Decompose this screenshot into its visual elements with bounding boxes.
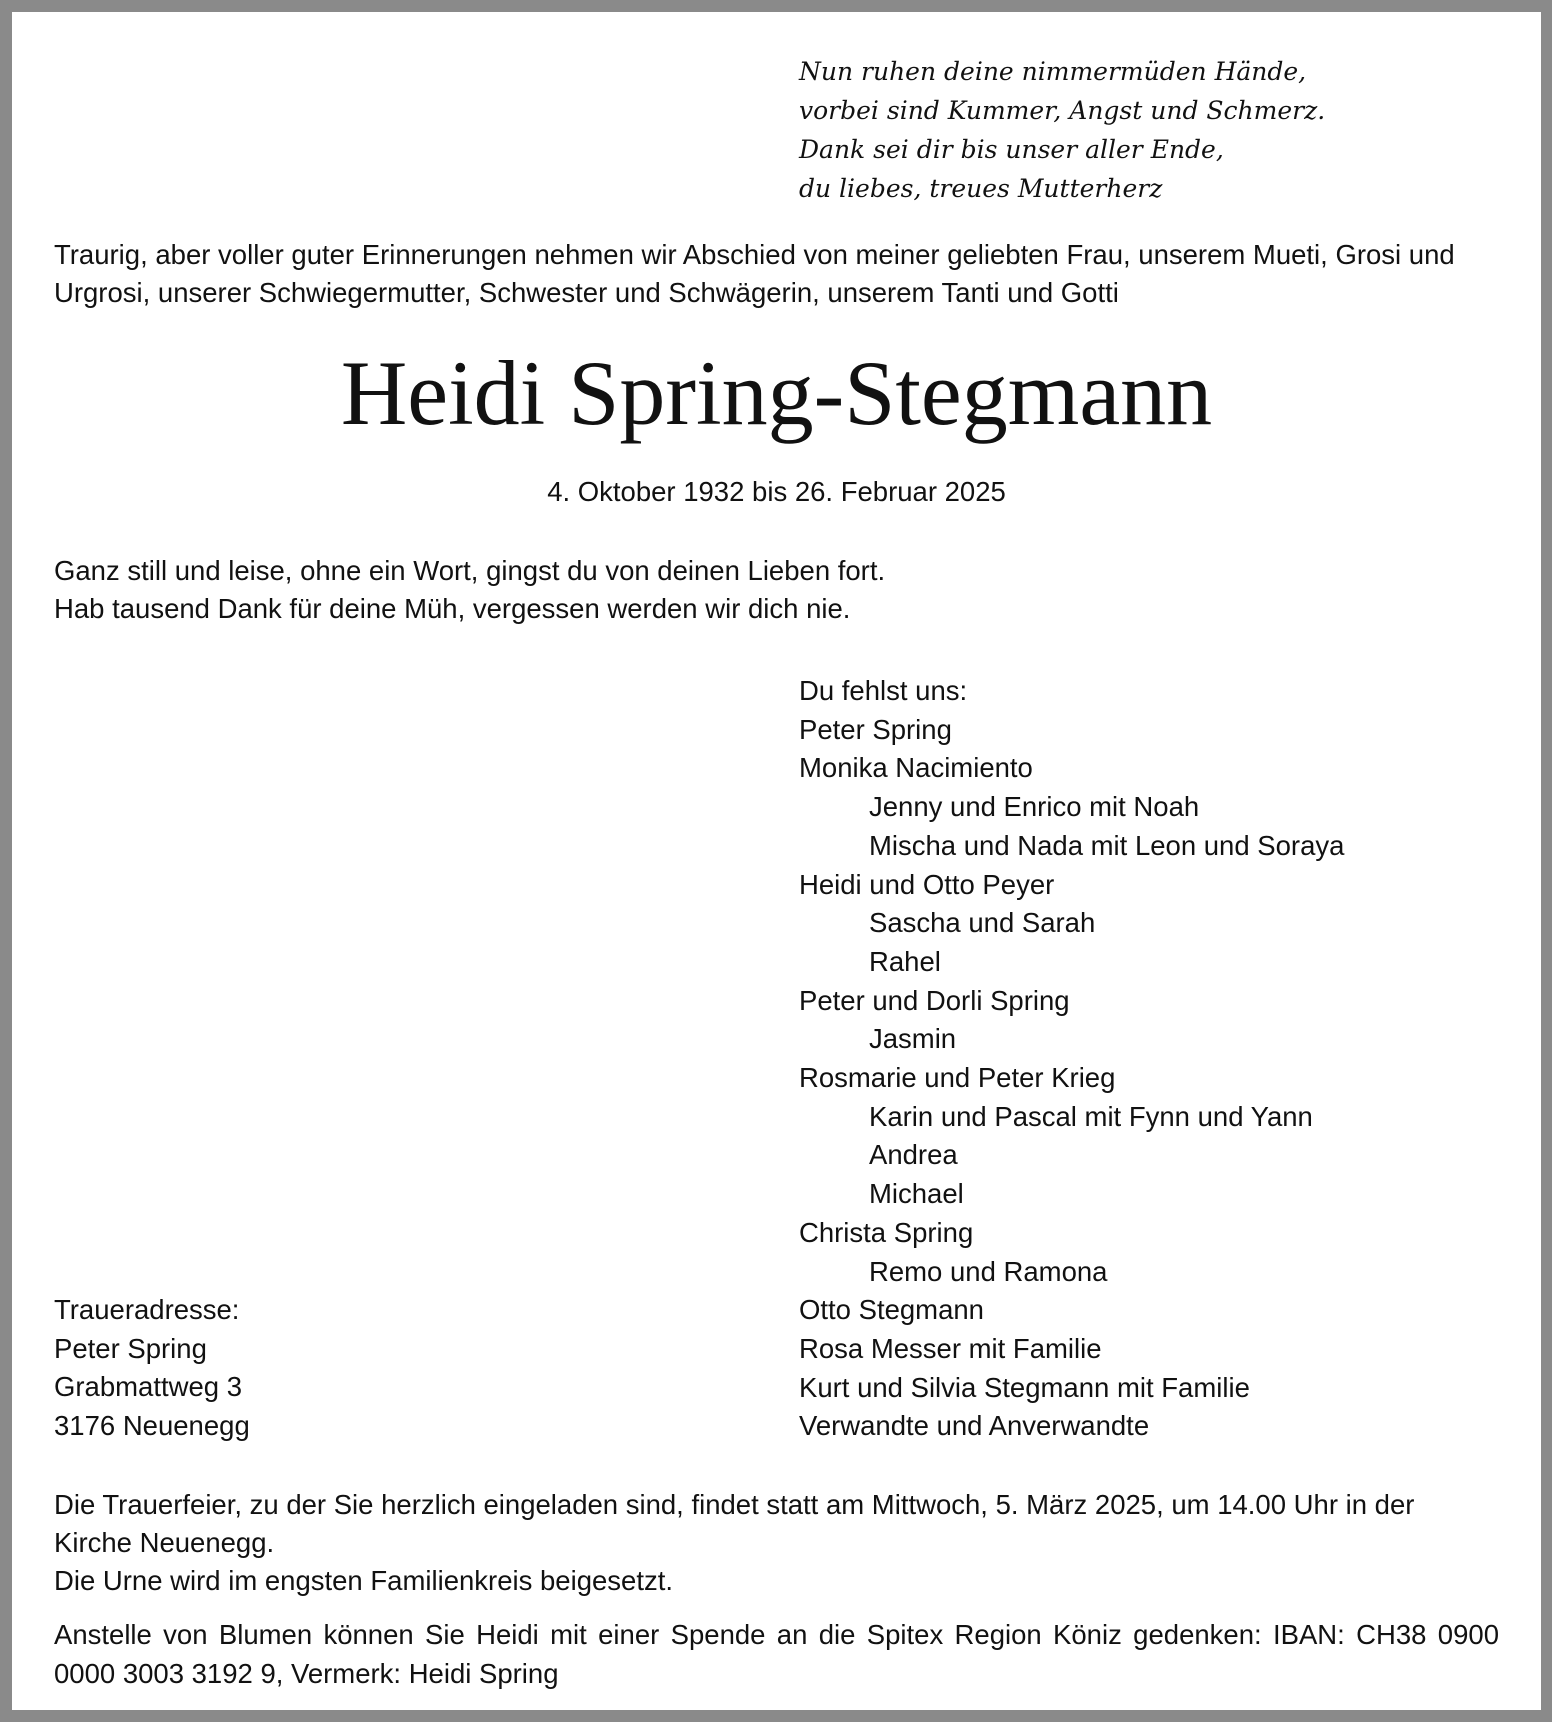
mourner-sub: Mischa und Nada mit Leon und Soraya [869,829,1345,861]
mourner: Peter Spring [799,713,952,745]
poem-line: du liebes, treues Mutterherz [799,174,1163,203]
mourner-sub: Sascha und Sarah [869,907,1096,939]
poem [799,52,1325,208]
urn-notice: Die Urne wird im engsten Familienkreis beigesetzt. [54,1565,673,1597]
mourner: Monika Nacimiento [799,752,1033,784]
poem-line: Dank sei dir bis unser aller Ende, [799,135,1224,164]
mourner-sub: Remo und Ramona [869,1255,1108,1287]
mourner: Kurt und Silvia Stegmann mit Familie [799,1371,1250,1403]
mourner: Christa Spring [799,1216,974,1248]
mourners-list [799,672,1344,1446]
intro-text: Traurig, aber voller guter Erinnerungen nehmen wir Abschied von meiner geliebten Frau, unserem Mueti, Grosi und Urgrosi, unserer Schwiegermutter, Schwester und Schwägerin, unserem Tanti und Gotti [54,239,1455,308]
mourner: Rosa Messer mit Familie [799,1332,1102,1364]
poem-line: vorbei sind Kummer, Angst und Schmerz. [799,96,1326,125]
address-label: Traueradresse: [54,1294,240,1325]
address-city: 3176 Neuenegg [54,1410,250,1442]
verse-line: Hab tausend Dank für deine Müh, vergessen werden wir dich nie. [54,593,851,624]
mourner-sub: Jasmin [869,1023,957,1055]
obituary-page [12,12,1541,1710]
ceremony-info [54,1486,1499,1601]
mourner: Rosmarie und Peter Krieg [799,1062,1116,1094]
mourner-sub: Karin und Pascal mit Fynn und Yann [869,1100,1313,1132]
address-name: Peter Spring [54,1332,207,1364]
mourner-sub: Michael [869,1178,964,1210]
deceased-name: Heidi Spring-Stegmann [340,342,1213,444]
verse-line: Ganz still und leise, ohne ein Wort, gingst du von deinen Lieben fort. [54,555,886,586]
mourner: Heidi und Otto Peyer [799,868,1055,900]
ceremony-details: Die Trauerfeier, zu der Sie herzlich eingeladen sind, findet statt am Mittwoch, 5. März 2025, um 14.00 Uhr in der Kirche Neuenegg. [54,1489,1415,1559]
mourner-sub: Jenny und Enrico mit Noah [869,791,1200,823]
mourner-sub: Andrea [869,1139,958,1171]
life-dates: 4. Oktober 1932 bis 26. Februar 2025 [547,476,1006,507]
mourning-address [54,1291,250,1446]
mourner-sub: Rahel [869,945,941,977]
mourner: Otto Stegmann [799,1294,984,1326]
poem-line: Nun ruhen deine nimmermüden Hände, [799,57,1307,86]
mourner: Peter und Dorli Spring [799,984,1070,1016]
donation-notice: Anstelle von Blumen können Sie Heidi mit einer Spende an die Spitex Region Köniz gedenken: IBAN: CH38 0900 0000 3003 3192 9, Vermerk: Heidi Spring [54,1619,1499,1689]
verse [54,552,885,628]
address-street: Grabmattweg 3 [54,1371,243,1403]
mourner: Verwandte und Anverwandte [799,1410,1150,1442]
mourners-heading: Du fehlst uns: [799,675,968,706]
